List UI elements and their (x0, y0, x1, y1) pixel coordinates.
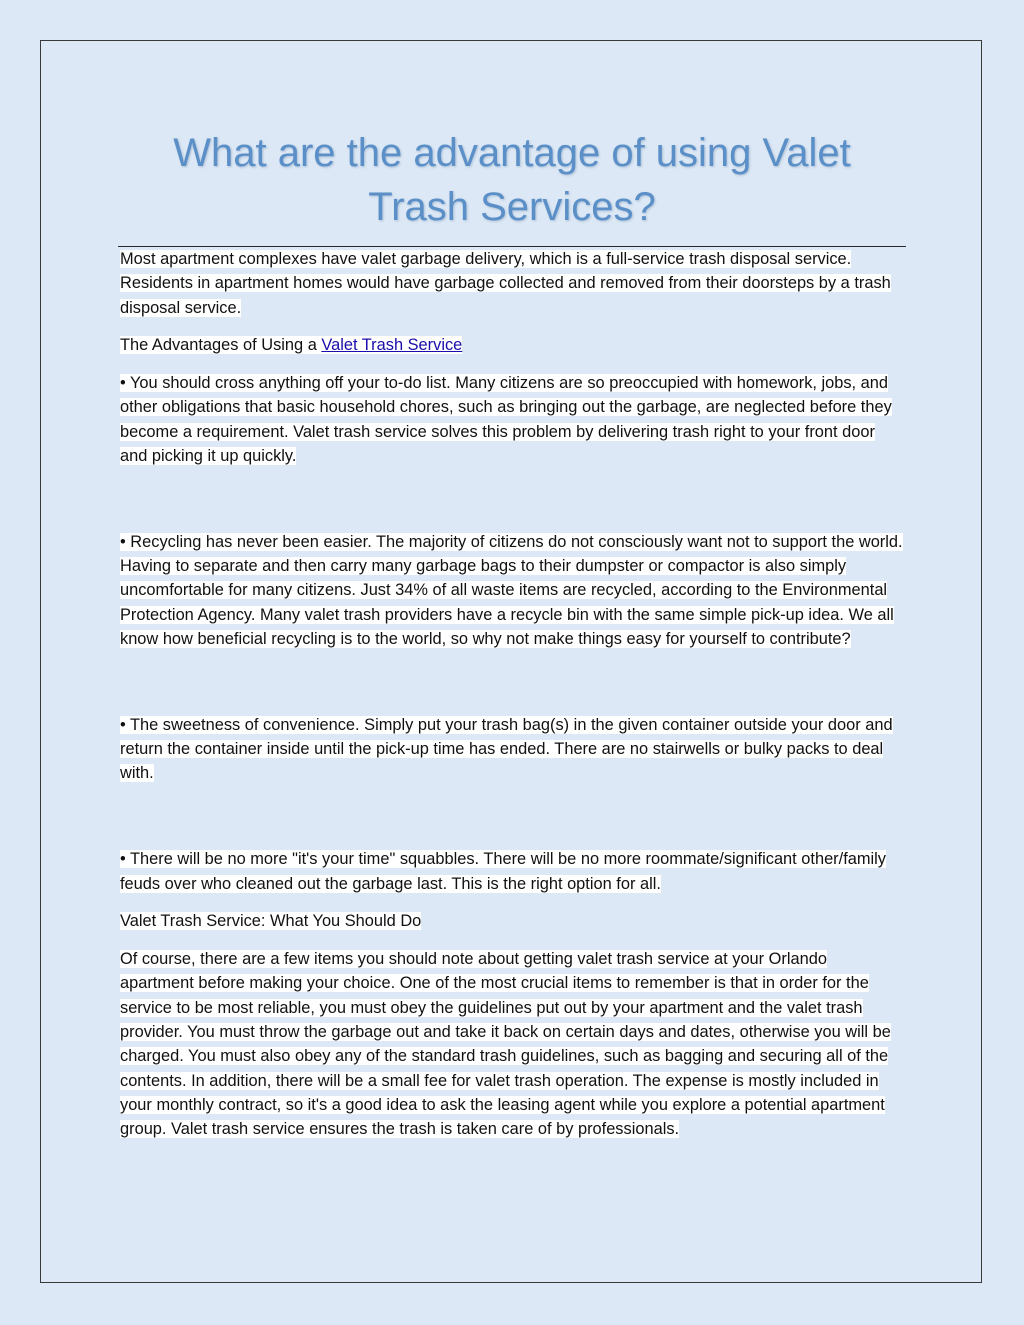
document-title: What are the advantage of using Valet Trash Services? (173, 131, 851, 229)
document-body (120, 247, 904, 1155)
bullet-text-4: • There will be no more "it's your time" squabbles. There will be no more roommate/significant other/family feuds over who cleaned out the garbage last. This is the right option for all. (120, 850, 886, 893)
bullet-text-2: • Recycling has never been easier. The majority of citizens do not consciously want not to support the world. Having to separate and then carry many garbage bags to their dumpster or compactor is also simply uncomfortable for many citizens. Just 34% of all waste items are recycled, according to the Environmental Protection Agency. Many valet trash providers have a recycle bin with the same simple pick-up idea. We all know how beneficial recycling is to the world, so why not make things easy for yourself to contribute? (120, 532, 903, 649)
spacer (120, 665, 904, 713)
bullet-paragraph-2 (120, 530, 904, 651)
intro-text: Most apartment complexes have valet garbage delivery, which is a full-service trash disposal service. Residents in apartment homes would have garbage collected and removed from their doorsteps by a trash disposal service. (120, 250, 891, 317)
section-heading (120, 909, 904, 933)
closing-paragraph (120, 947, 904, 1141)
advantages-heading-text: The Advantages of Using a (120, 336, 322, 355)
bullet-text-3: • The sweetness of convenience. Simply put your trash bag(s) in the given container outside your door and return the container inside until the pick-up time has ended. There are no stairwells or bulky packs to deal with. (120, 715, 893, 783)
section-heading-text: Valet Trash Service: What You Should Do (120, 912, 422, 931)
bullet-text-1: • You should cross anything off your to-do list. Many citizens are so preoccupied with homework, jobs, and other obligations that basic household chores, such as bringing out the garbage, are neglected before they become a requirement. Valet trash service solves this problem by delivering trash right to your front door and picking it up quickly. (120, 374, 892, 466)
advantages-heading (120, 333, 904, 357)
valet-trash-service-link[interactable]: Valet Trash Service (321, 336, 463, 355)
closing-text: Of course, there are a few items you should note about getting valet trash service at your Orlando apartment before making your choice. One of the most crucial items to remember is that in order for the service to be most reliable, you must obey the guidelines put out by your apartment and the valet trash provider. You must throw the garbage out and take it back on certain days and dates, otherwise you will be charged. You must also obey any of the standard trash guidelines, such as bagging and securing all of the contents. In addition, there will be a small fee for valet trash operation. The expense is mostly included in your monthly contract, so it's a good idea to ask the leasing agent while you explore a potential apartment group. Valet trash service ensures the trash is taken care of by professionals. (120, 950, 891, 1139)
bullet-paragraph-1 (120, 371, 904, 468)
spacer (120, 799, 904, 847)
spacer (120, 482, 904, 530)
bullet-paragraph-3 (120, 713, 904, 786)
intro-paragraph (120, 247, 904, 320)
bullet-paragraph-4 (120, 847, 904, 896)
